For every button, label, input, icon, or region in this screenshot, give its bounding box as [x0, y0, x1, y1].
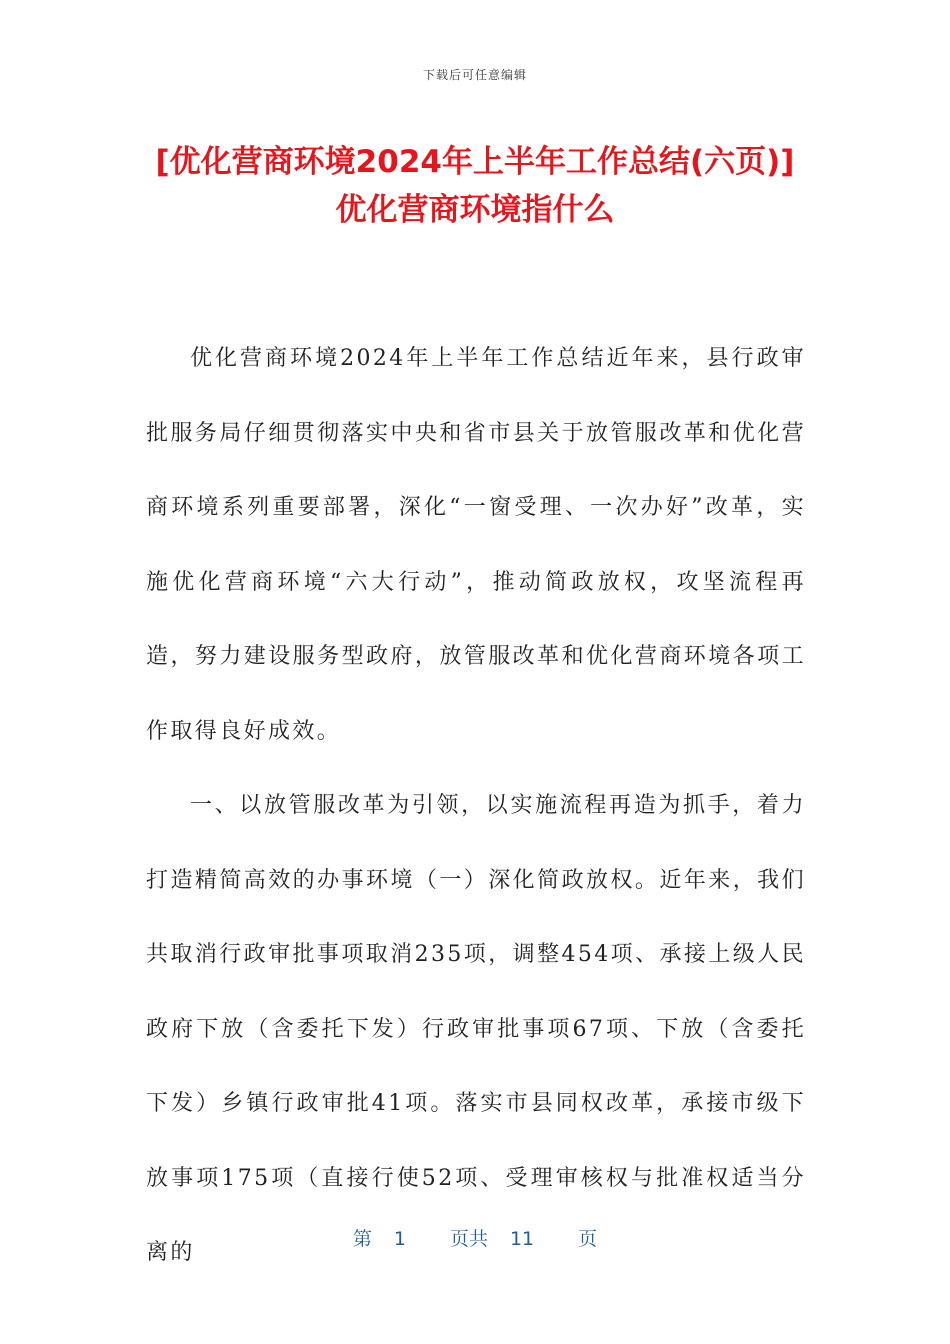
footer-suffix: 页 [578, 1228, 598, 1250]
footer-page-number: 1 [393, 1228, 406, 1250]
document-title: [优化营商环境2024年上半年工作总结(六页)] 优化营商环境指什么 [155, 144, 795, 228]
page-footer [0, 1224, 950, 1251]
paragraph: 一、以放管服改革为引领，以实施流程再造为抓手，着力打造精简高效的办事环境（一）深化简政放权。近年来，我们共取消行政审批事项取消235项，调整454项、承接上级人民政府下放（含委托下发）行政审批事项67项、下放（含委托下发）乡镇行政审批41项。落实市县同权改革，承接市级下放事项175项（直接行使52项、受理审核权与批准权适当分离的 [146, 793, 806, 1265]
footer-prefix: 第 [352, 1228, 372, 1250]
document-body [146, 322, 806, 1291]
footer-total-pages: 11 [509, 1228, 535, 1250]
paragraph: 优化营商环境2024年上半年工作总结近年来，县行政审批服务局仔细贯彻落实中央和省市县关于放管服改革和优化营商环境系列重要部署，深化“一窗受理、一次办好”改革，实施优化营商环境“六大行动”，推动简政放权，攻坚流程再造，努力建设服务型政府，放管服改革和优化营商环境各项工作取得良好成效。 [146, 346, 806, 744]
header-note: 下载后可任意编辑 [422, 68, 527, 82]
footer-middle: 页共 [449, 1228, 488, 1250]
